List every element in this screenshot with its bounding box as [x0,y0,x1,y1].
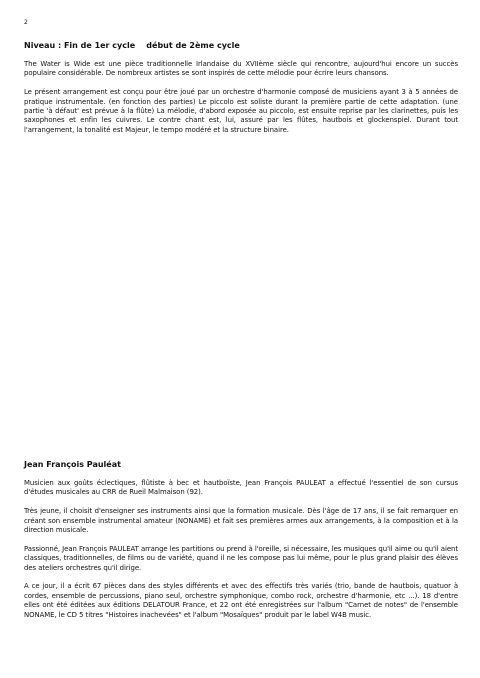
bio-paragraph-2: Très jeune, il choisit d'enseigner ses instruments ainsi que la formation musicale. Dès l'âge de 17 ans, il se fait remarquer en créant son ensemble instrumental amateur (NONAME) et fait ses premières armes aux arrangements, à la composition et à la direction musicale. [24,507,458,535]
intro-section [24,41,458,145]
biography-section [24,460,458,629]
bio-paragraph-1: Musicien aux goûts éclectiques, flûtiste à bec et hautboïste, Jean François PAULEAT a effectué l'essentiel de son cursus d'études musicales au CRR de Rueil Malmaison (92). [24,479,458,497]
page-number: 2 [24,19,28,26]
bio-paragraph-3: Passionné, Jean François PAULEAT arrange les partitions ou prend à l'oreille, si nécessaire, les musiques qu'il aime ou qu'il aient classiques, traditionnelles, de films ou de variété, quand il ne les compose pas lui même, pour le plus grand plaisir des élèves des ateliers orchestres qu'il dirige. [24,544,458,572]
intro-paragraph-2: Le présent arrangement est conçu pour être joué par un orchestre d'harmonie composé de musiciens ayant 3 à 5 années de pratique instrumentale. (en fonction des parties) Le piccolo est soliste durant la première partie de cette adaptation. (une partie 'à défaut' est prévue à la flûte) La mélodie, d'abord exposée au piccolo, est ensuite reprise par les clarinettes, puis les saxophones et enfin les cuivres. Le contre chant est, lui, assuré par les flûtes, hautbois et glockenspiel. Durant tout l'arrangement, la tonalité est Majeur, le tempo modéré et la structure binaire. [24,88,458,134]
intro-paragraph-1: The Water is Wide est une pièce traditionnelle Irlandaise du XVIIème siècle qui rencontre, aujourd'hui encore un succès populaire considérable. De nombreux artistes se sont inspirés de cette mélodie pour écrire leurs chansons. [24,60,458,78]
bio-paragraph-4: A ce jour, il a écrit 67 pièces dans des styles différents et avec des effectifs très variés (trio, bande de hautbois, quatuor à cordes, ensemble de percussions, piano seul, orchestre symphonique, combo rock, orchestre d'harmonie, etc ...). 18 d'entre elles ont été éditées aux éditions DELATOUR France, et 22 ont été enregistrées sur l'album "Carnet de notes" de l'ensemble NONAME, le CD 5 titres "Histoires inachevées" et l'album "Mosaïques" produit par le label W4B music. [24,582,458,619]
composer-name-heading: Jean François Pauléat [24,460,121,469]
level-heading: Niveau : Fin de 1er cycle début de 2ème cycle [24,41,240,50]
